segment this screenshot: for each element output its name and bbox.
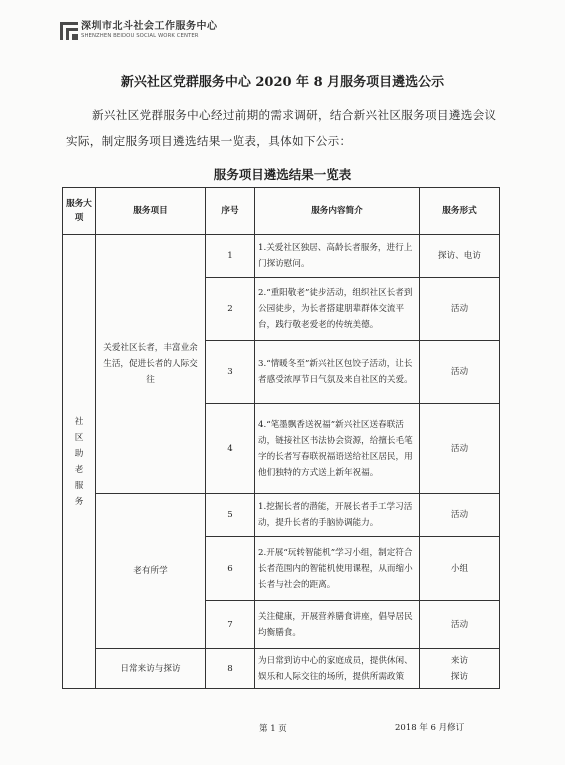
row-form: 活动 bbox=[420, 601, 500, 649]
row-number: 7 bbox=[206, 601, 255, 649]
project-cell: 日常来访与探访 bbox=[96, 649, 206, 689]
row-form: 活动 bbox=[420, 494, 500, 537]
logo-name-en: SHENZHEN BEIDOU SOCIAL WORK CENTER bbox=[81, 33, 199, 40]
table-row bbox=[63, 649, 500, 689]
row-form: 来访 探访 bbox=[420, 649, 500, 689]
row-content: 为日常到访中心的家庭成员，提供休闲、娱乐和人际交往的场所，提供所需政策 bbox=[255, 649, 420, 689]
logo-name-cn: 深圳市北斗社会工作服务中心 bbox=[81, 21, 218, 33]
header-category: 服务大项 bbox=[63, 188, 96, 235]
category-char: 社 bbox=[74, 416, 84, 427]
row-form: 活动 bbox=[420, 341, 500, 404]
row-number: 6 bbox=[206, 537, 255, 601]
revision-date: 2018 年 6 月修订 bbox=[395, 723, 465, 733]
header-content: 服务内容简介 bbox=[255, 188, 420, 235]
row-number: 5 bbox=[206, 494, 255, 537]
row-number: 3 bbox=[206, 341, 255, 404]
category-cell bbox=[63, 235, 96, 689]
category-char: 老 bbox=[74, 464, 84, 475]
row-number: 2 bbox=[206, 278, 255, 341]
service-table bbox=[62, 187, 500, 689]
category-char: 服 bbox=[74, 480, 84, 491]
row-form: 活动 bbox=[420, 404, 500, 494]
header-logo bbox=[60, 22, 218, 40]
category-char: 务 bbox=[74, 496, 84, 507]
row-number: 1 bbox=[206, 235, 255, 278]
category-char: 区 bbox=[74, 432, 84, 443]
category-char: 助 bbox=[74, 448, 84, 459]
header-number: 序号 bbox=[206, 188, 255, 235]
table-row bbox=[63, 235, 500, 278]
table-header-row bbox=[63, 188, 500, 235]
row-content: 2.开展“玩转智能机”学习小组，制定符合长者范围内的智能机使用课程，从而缩小长者与社会的距离。 bbox=[255, 537, 420, 601]
row-number: 8 bbox=[206, 649, 255, 689]
row-content: 1.挖掘长者的潜能，开展长者手工学习活动，提升长者的手脑协调能力。 bbox=[255, 494, 420, 537]
header-project: 服务项目 bbox=[96, 188, 206, 235]
row-content: 4.“笔墨飘香送祝福”新兴社区送春联活动，链接社区书法协会资源，给擅长毛笔字的长者写春联祝福语送给社区居民，用他们独特的方式送上新年祝福。 bbox=[255, 404, 420, 494]
project-cell: 老有所学 bbox=[96, 494, 206, 649]
project-cell: 关爱社区长者，丰富业余生活，促进长者的人际交往 bbox=[96, 235, 206, 494]
row-content: 2.“重阳敬老”徒步活动，组织社区长者到公园徒步，为长者搭建朋辈群体交流平台，践行敬老爱老的传统美德。 bbox=[255, 278, 420, 341]
table-title: 服务项目遴选结果一览表 bbox=[213, 167, 352, 182]
header-form: 服务形式 bbox=[420, 188, 500, 235]
row-content: 3.“情暖冬至”新兴社区包饺子活动，让长者感受浓厚节日气氛及来自社区的关爱。 bbox=[255, 341, 420, 404]
table-row bbox=[63, 494, 500, 537]
document-title: 新兴社区党群服务中心 2020 年 8 月服务项目遴选公示 bbox=[120, 75, 445, 90]
row-number: 4 bbox=[206, 404, 255, 494]
page-number: 第 1 页 bbox=[259, 724, 287, 734]
beidou-logo-icon bbox=[60, 22, 78, 40]
row-content: 1.关爱社区独居、高龄长者服务，进行上门探访慰问。 bbox=[255, 235, 420, 278]
row-form: 小组 bbox=[420, 537, 500, 601]
row-content: 关注健康，开展营养膳食讲座，倡导居民均衡膳食。 bbox=[255, 601, 420, 649]
intro-paragraph: 新兴社区党群服务中心经过前期的需求调研，结合新兴社区服务项目遴选会议实际，制定服务项目遴选结果一览表，具体如下公示： bbox=[66, 108, 497, 148]
row-form: 活动 bbox=[420, 278, 500, 341]
row-form: 探访、电访 bbox=[420, 235, 500, 278]
